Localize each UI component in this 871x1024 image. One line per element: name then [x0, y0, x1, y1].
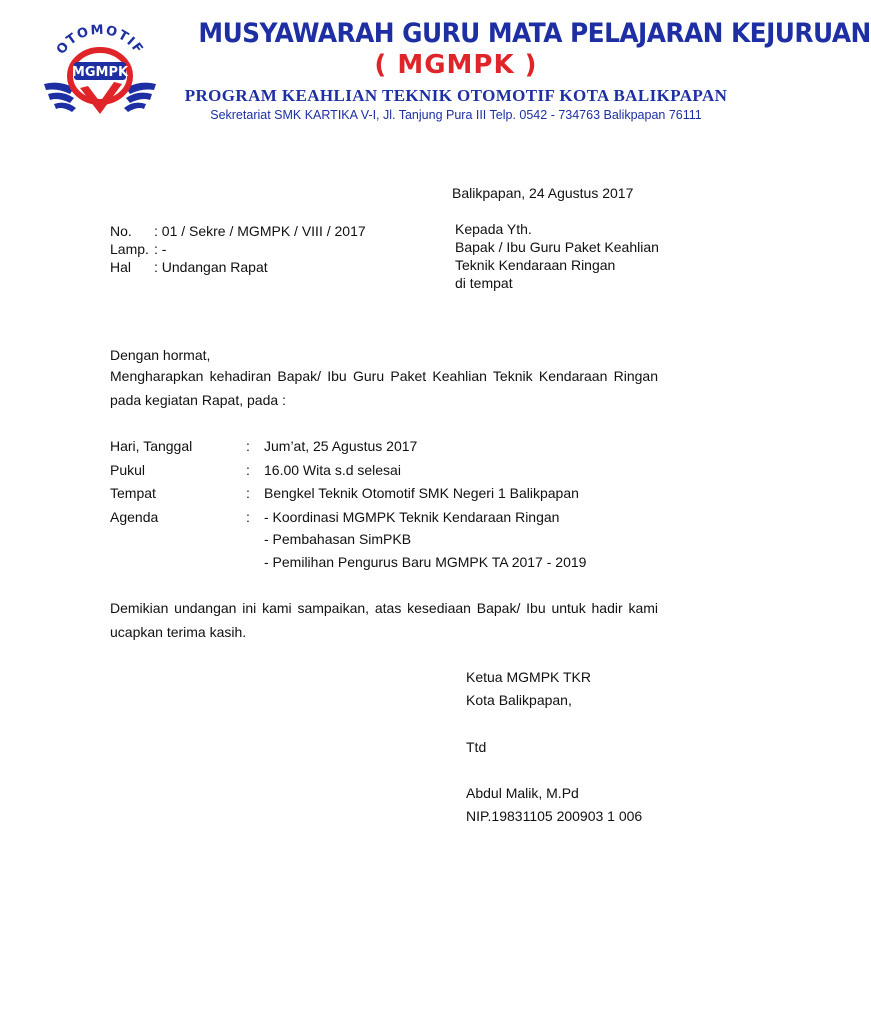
detail-label-place: Tempat [110, 485, 156, 501]
detail-label-time: Pukul [110, 462, 146, 478]
organization-name: MUSYAWARAH GURU MATA PELAJARAN KEJURUAN [198, 18, 871, 49]
agenda-item: - Pemilihan Pengurus Baru MGMPK TA 2017 - 2019 [264, 554, 587, 570]
meta-value-attachment: : - [154, 241, 167, 257]
detail-colon: : [246, 509, 250, 525]
meta-label-subject: Hal [110, 259, 132, 275]
detail-label-agenda: Agenda [110, 509, 159, 525]
letter-date: Balikpapan, 24 Agustus 2017 [452, 185, 634, 201]
meta-value-subject: : Undangan Rapat [154, 259, 268, 275]
signature-title: Ketua MGMPK TKR [466, 669, 592, 685]
detail-colon: : [246, 438, 250, 454]
signature-city: Kota Balikpapan, [466, 692, 572, 708]
meta-label-number: No. [110, 223, 132, 239]
mgmpk-otomotif-logo [40, 22, 160, 122]
meta-label-attachment: Lamp. [110, 241, 149, 257]
signature-signed: Ttd [466, 739, 487, 755]
detail-value-time: 16.00 Wita s.d selesai [264, 462, 401, 478]
logo-badge-text: MGMPK [71, 65, 129, 80]
recipient-line-4: di tempat [455, 275, 513, 291]
program-name: PROGRAM KEAHLIAN TEKNIK OTOMOTIF KOTA BALIKPAPAN [184, 86, 728, 105]
signature-nip: NIP.19831105 200903 1 006 [466, 808, 643, 824]
recipient-line-3: Teknik Kendaraan Ringan [455, 257, 616, 273]
agenda-item: - Koordinasi MGMPK Teknik Kendaraan Ringan [264, 509, 560, 525]
detail-colon: : [246, 485, 250, 501]
recipient-line-2: Bapak / Ibu Guru Paket Keahlian [455, 239, 659, 255]
closing-paragraph: Demikian undangan ini kami sampaikan, atas kesediaan Bapak/ Ibu untuk hadir kami ucapkan terima kasih. [110, 600, 658, 640]
salutation: Dengan hormat, [110, 347, 211, 363]
detail-value-date: Jum’at, 25 Agustus 2017 [264, 438, 418, 454]
recipient-line-1: Kepada Yth. [455, 221, 532, 237]
logo-arc-text: OTOMOTIF [53, 22, 147, 58]
opening-paragraph: Mengharapkan kehadiran Bapak/ Ibu Guru Paket Keahlian Teknik Kendaraan Ringan pada kegiatan Rapat, pada : [110, 368, 658, 408]
organization-abbreviation: ( MGMPK ) [374, 50, 538, 80]
detail-value-place: Bengkel Teknik Otomotif SMK Negeri 1 Balikpapan [264, 485, 579, 501]
signature-name: Abdul Malik, M.Pd [466, 785, 579, 801]
detail-colon: : [246, 462, 250, 478]
meta-value-number: : 01 / Sekre / MGMPK / VIII / 2017 [154, 223, 366, 239]
letterhead [0, 0, 871, 140]
secretariat-address: Sekretariat SMK KARTIKA V-I, Jl. Tanjung Pura III Telp. 0542 - 734763 Balikpapan 76111 [210, 108, 702, 122]
detail-label-date: Hari, Tanggal [110, 438, 193, 454]
agenda-item: - Pembahasan SimPKB [264, 531, 412, 547]
